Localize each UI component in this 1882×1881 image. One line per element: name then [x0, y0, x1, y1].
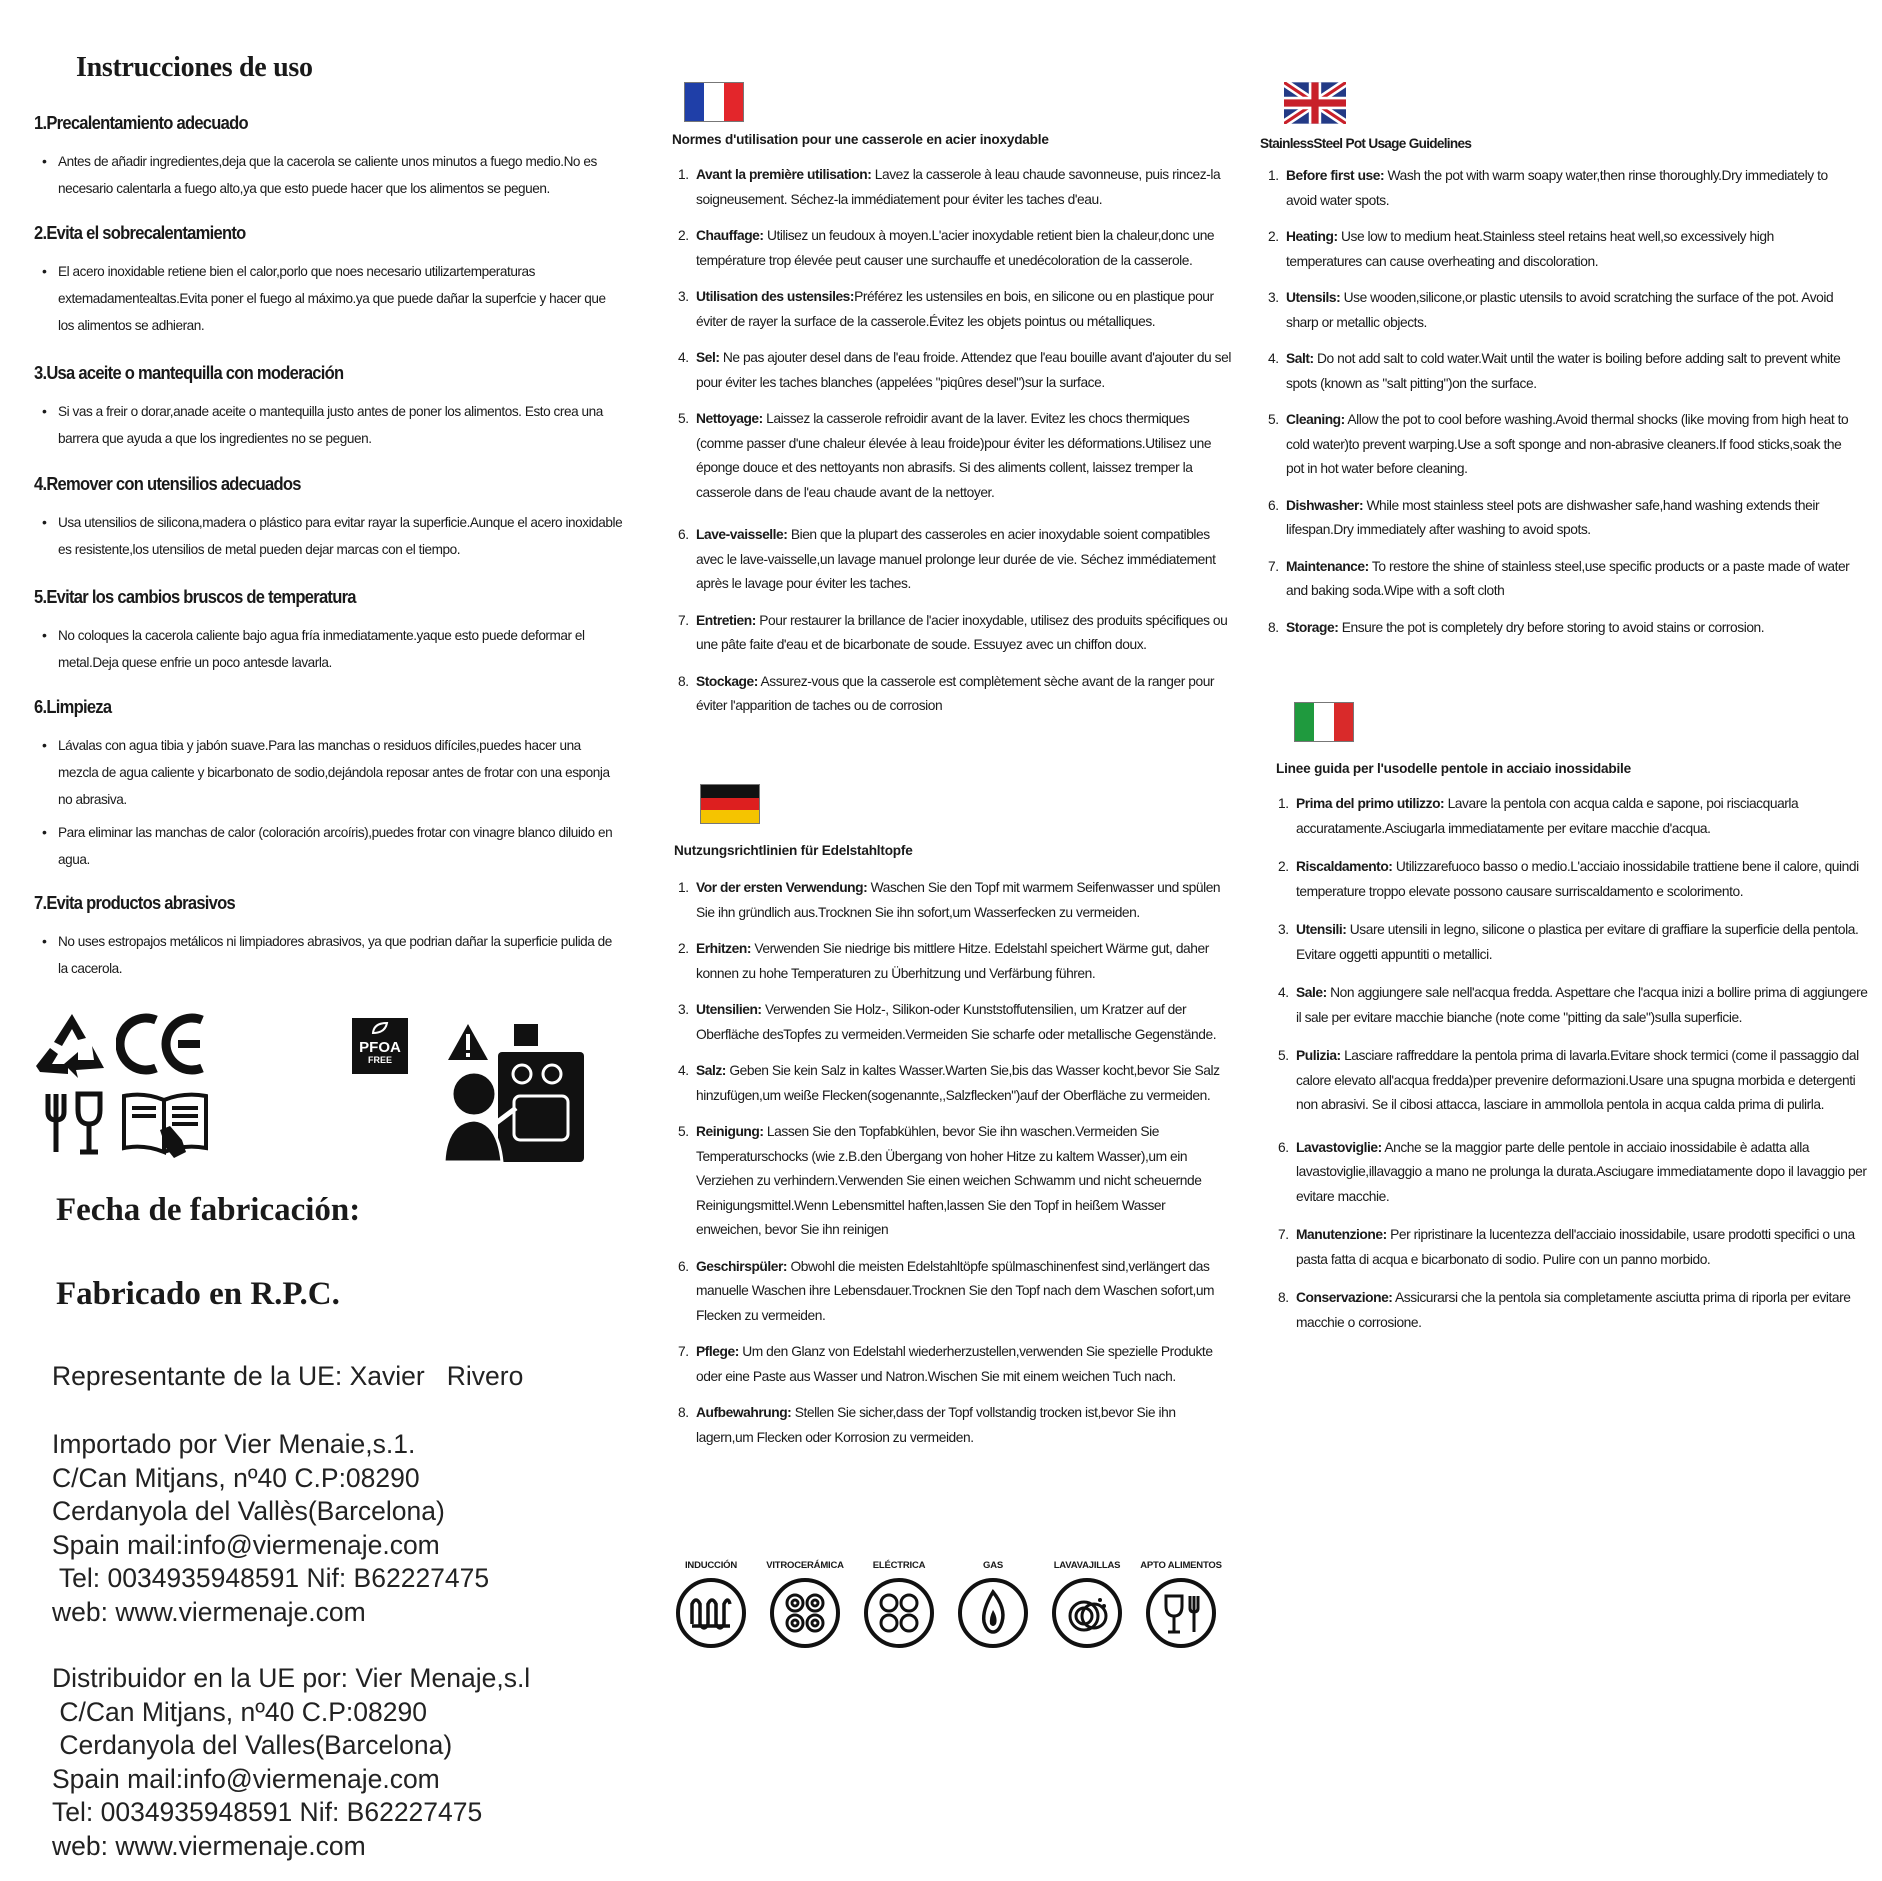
cooktop-label: INDUCCIÓN [684, 1560, 738, 1571]
es-section-heading: 4.Remover con utensilios adecuados [34, 474, 301, 494]
made-in-label: Fabricado en R.P.C. [56, 1276, 340, 1312]
list-item: 1. Prima del primo utilizzo: Lavare la pentola con acqua calda e sapone, poi risciacquarla accuratamente.Asciugarla immediatamente per evitare macchie d'acqua. [1278, 796, 1799, 836]
list-item: 8. Storage: Ensure the pot is completely dry before storing to avoid stains or corrosion. [1268, 619, 1765, 635]
list-item: 6. Geschirspüler: Obwohl die meisten Edelstahltöpfe spülmaschinenfest sind,verlängert das manuelle Waschen ihre Lebensdauer.Trocknen Sie den Topf nach dem Waschen sofort,um Flecken zu vermeiden. [678, 1258, 1215, 1323]
list-item: 6. Lavastoviglie: Anche se la maggior parte delle pentole in acciaio inossidabile è adatta alla lavastoviglie,illavaggio a mano ne prolunga la durata.Asciugare immediatamente dopo il lavaggio per evitare macchie. [1278, 1139, 1867, 1204]
es-bullet: • Antes de añadir ingredientes,deja que la cacerola se caliente unos minutos a fuego medio.No es necesario calentarla a fuego alto,ya que esto puede hacer que los alimentos se peguen. [34, 148, 624, 202]
list-item: 5. Cleaning: Allow the pot to cool before washing.Avoid thermal shocks (like moving from high heat to cold water)to prevent warping.Use a soft sponge and non-abrasive cleaners.If food sticks,soak the pot in hot water before cleaning. [1268, 412, 1849, 476]
read-manual-icon [120, 1090, 212, 1160]
english-list [1262, 164, 1852, 640]
flag-italy-icon [1294, 702, 1354, 742]
es-bullet: • El acero inoxidable retiene bien el calor,porlo que noes necesario utilizartemperaturas extemadamentealtas.Evita poner el fuego al máximo.ya que puede dañar la superfcie y hacer que los alimentos se adhieran. [34, 258, 624, 339]
list-item: 8. Aufbewahrung: Stellen Sie sicher,dass der Topf vollstandig trocken ist,bevor Sie ihn lagern,um Flecken oder Korrosion zu vermeiden. [678, 1405, 1176, 1445]
es-section-5 [34, 587, 624, 682]
list-item: 3. Utensils: Use wooden,silicone,or plastic utensils to avoid scratching the surface of the pot. Avoid sharp or metallic objects. [1268, 290, 1834, 330]
cooktop-icon-food-safe [1140, 1560, 1222, 1648]
list-item: 7. Entretien: Pour restaurer la brillance de l'acier inoxydable, utilisez des produits spécifiques ou une pâte faite d'eau et de bicarbonate de soude. Essuyez avec un chiffon doux. [678, 612, 1228, 652]
list-item: 4. Salt: Do not add salt to cold water.Wait until the water is boiling before adding salt to prevent white spots (known as "salt pitting")on the surface. [1268, 351, 1841, 391]
german-title: Nutzungsrichtlinien für Edelstahltopfe [674, 843, 913, 858]
gas-flame-icon [958, 1578, 1028, 1648]
list-item: 3. Utensili: Usare utensili in legno, silicone o plastica per evitare di graffiare la superficie della pentola. Evitare oggetti appuntiti o metallici. [1278, 922, 1859, 962]
es-bullet: • Si vas a freir o dorar,anade aceite o mantequilla justo antes de poner los alimentos. Esto crea una barrera que ayuda a que los ingredientes no se peguen. [34, 398, 624, 452]
list-item: 1. Before first use: Wash the pot with warm soapy water,then rinse thoroughly.Dry immediately to avoid water spots. [1268, 168, 1828, 208]
es-section-7 [34, 893, 624, 988]
list-item: 3. Utilisation des ustensiles:Préférez les ustensiles en bois, en silicone ou en plastique pour éviter de rayer la surface de la casserole.Évitez les objets pointus ou métalliques. [678, 289, 1214, 329]
list-item: 4. Sale: Non aggiungere sale nell'acqua fredda. Aspettare che l'acqua inizi a bollire prima di aggiungere il sale per evitare macchie bianche (note come "pitting da sale")sulla superficie. [1278, 985, 1868, 1025]
induction-icon [676, 1578, 746, 1648]
es-bullet: • No coloques la cacerola caliente bajo agua fría inmediatamente.yaque esto puede deformar el metal.Deja quese enfrie un poco antesde lavarla. [34, 622, 624, 676]
cooktop-icon-ceramic [764, 1560, 846, 1648]
food-safe-icon [1146, 1578, 1216, 1648]
es-section-4 [34, 474, 624, 569]
es-section-heading: 6.Limpieza [34, 697, 112, 717]
es-section-1 [34, 113, 624, 208]
list-item: 8. Conservazione: Assicurarsi che la pentola sia completamente asciutta prima di riporla per evitare macchie o corrosione. [1278, 1290, 1851, 1330]
child-safety-warning-icon [438, 1022, 584, 1164]
es-section-heading: 3.Usa aceite o mantequilla con moderación [34, 363, 344, 383]
leaf-icon [370, 1021, 390, 1035]
list-item: 8. Stockage: Assurez-vous que la casserole est complètement sèche avant de la ranger pour éviter l'apparition de taches ou de corrosion [678, 673, 1215, 713]
list-item: 6. Dishwasher: While most stainless steel pots are dishwasher safe,hand washing extends their lifespan.Dry immediately after washing to avoid spots. [1268, 497, 1820, 537]
pfoa-free-label: FREE [367, 1055, 392, 1065]
french-title: Normes d'utilisation pour une casserole en acier inoxydable [672, 132, 1049, 147]
list-item: 4. Sel: Ne pas ajouter desel dans de l'eau froide. Attendez que l'eau bouille avant d'ajouter du sel pour éviter les taches blanches (appelées "piqûres desel")sur la surface. [678, 350, 1231, 390]
cooktop-icon-gas [952, 1560, 1034, 1648]
list-item: 5. Nettoyage: Laissez la casserole refroidir avant de la laver. Evitez les chocs thermiques (comme passer d'une chaleur élevée à leau froide)pour éviter les déformations.Utilisez une éponge douce et des nettoyants non abrasifs. Si des aliments collent, laissez tremper la casserole dans de l'eau chaude avant de la nettoyer. [678, 411, 1212, 500]
es-bullet: • No uses estropajos metálicos ni limpiadores abrasivos, ya que podrian dañar la superficie pulida de la cacerola. [34, 928, 624, 982]
cooktop-icon-induction [670, 1560, 752, 1648]
es-section-heading: 5.Evitar los cambios bruscos de temperatura [34, 587, 356, 607]
dishwasher-icon [1052, 1578, 1122, 1648]
list-item: 7. Maintenance: To restore the shine of stainless steel,use specific products or a paste made of water and baking soda.Wipe with a soft cloth [1268, 558, 1850, 598]
es-bullet: • Para eliminar las manchas de calor (coloración arcoíris),puedes frotar con vinagre blanco diluido en agua. [34, 819, 624, 873]
flag-uk-icon [1284, 82, 1346, 124]
es-bullet: • Lávalas con agua tibia y jabón suave.Para las manchas o residuos difíciles,puedes hacer una mezcla de agua caliente y bicarbonato de sodio,dejándola reposar antes de frotar con una esponja no abrasiva. [34, 732, 624, 813]
es-section-heading: 2.Evita el sobrecalentamiento [34, 223, 246, 243]
italian-title: Linee guida per l'usodelle pentole in acciaio inossidabile [1276, 761, 1631, 776]
english-title: StainlessSteel Pot Usage Guidelines [1260, 136, 1472, 151]
cooktop-icon-dishwasher [1046, 1560, 1128, 1648]
list-item: 5. Pulizia: Lasciare raffreddare la pentola prima di lavarla.Evitare shock termici (come il passaggio dal calore elevato all'acqua fredda)per prevenire deformazioni.Usare una spugna morbida e detergenti non abrasivi. Se il cibosi attacca, lasciare in ammollola pentola in acqua calda prima di pulirla. [1278, 1048, 1859, 1112]
food-contact-icon [42, 1090, 106, 1156]
es-section-heading: 1.Precalentamiento adecuado [34, 113, 248, 133]
importer-info: Importado por Vier Menaie,s.1. C/Can Mitjans, nº40 C.P:08290 Cerdanyola del Vallès(Barcelona) Spain mail:info@viermenaje.com Tel: 0034935948591 Nif: B62227475 web: www.viermenaje.com [52, 1429, 490, 1627]
list-item: 2. Riscaldamento: Utilizzarefuoco basso o medio.L'acciaio inossidabile trattiene bene il calore, quindi temperature troppo elevate possono causare surriscaldamento e scolorimento. [1278, 859, 1859, 899]
recycle-icon [34, 1010, 110, 1080]
pfoa-label: PFOA [359, 1039, 401, 1056]
list-item: 4. Salz: Geben Sie kein Salz in kaltes Wasser.Warten Sie,bis das Wasser kocht,bevor Sie Salz hinzufügen,um weiße Flecken(sogenannte,,Salzflecken")auf der Oberfläche zu vermeiden. [678, 1063, 1220, 1103]
ce-mark-icon [116, 1012, 208, 1076]
es-section-heading: 7.Evita productos abrasivos [34, 893, 236, 913]
cooktop-label: ELÉCTRICA [872, 1560, 926, 1571]
es-section-6 [34, 697, 624, 879]
ceramic-hob-icon [770, 1578, 840, 1648]
italian-list [1272, 792, 1868, 1335]
cooktop-label: APTO ALIMENTOS [1140, 1560, 1222, 1571]
cooktop-label: GAS [983, 1560, 1003, 1571]
es-section-3 [34, 363, 624, 458]
distributor-info: Distribuidor en la UE por: Vier Menaje,s.l C/Can Mitjans, nº40 C.P:08290 Cerdanyola del Valles(Barcelona) Spain mail:info@viermenaje.com Tel: 0034935948591 Nif: B62227475 web: www.viermenaje.com [52, 1663, 531, 1861]
cooktop-label: VITROCERÁMICA [766, 1560, 844, 1571]
list-item: 5. Reinigung: Lassen Sie den Topfabkühlen, bevor Sie ihn waschen.Vermeiden Sie Temperaturschocks (wie z.B.den Übergang von hoher Hitze zu kaltem Wasser),um ein Verziehen zu verhindern.Verwenden Sie einen weichen Schwamm und nicht scheuernde Reinigungsmittel.Wenn Lebensmittel haften,lassen Sie den Topf in heißem Wasser enweichen, bevor Sie ihn reinigen [678, 1124, 1202, 1237]
flag-france-icon [684, 82, 744, 122]
list-item: 7. Pflege: Um den Glanz von Edelstahl wiederherzustellen,verwenden Sie spezielle Produkte oder eine Paste aus Wasser und Natron.Wischen Sie mit einem weichen Tuch nach. [678, 1344, 1213, 1384]
list-item: 2. Chauffage: Utilisez un feudoux à moyen.L'acier inoxydable retient bien la chaleur,donc une température trop élevée peut causer une surchauffe et unedécoloration de la casserole. [678, 228, 1215, 268]
spanish-title: Instrucciones de uso [76, 52, 313, 83]
list-item: 3. Utensilien: Verwenden Sie Holz-, Silikon-oder Kunststoffutensilien, um Kratzer auf der Oberfläche desTopfes zu vermeiden.Vermeiden Sie scharfe oder metallische Gegenstände. [678, 1002, 1217, 1042]
cooktop-icon-electric [858, 1560, 940, 1648]
list-item: 2. Heating: Use low to medium heat.Stainless steel retains heat well,so excessively high temperatures can cause overheating and discoloration. [1268, 229, 1774, 269]
list-item: 6. Lave-vaisselle: Bien que la plupart des casseroles en acier inoxydable soient compatibles avec le lave-vaisselle,un lavage manuel prolonge leur durée de vie. Séchez immédiatement après le lavage pour éviter les taches. [678, 527, 1216, 591]
french-list [672, 163, 1232, 719]
list-item: 2. Erhitzen: Verwenden Sie niedrige bis mittlere Hitze. Edelstahl speichert Wärme gut, daher konnen zu hohe Temperaturen zu Überhitzung und Verfärbung führen. [678, 941, 1209, 981]
es-bullet: • Usa utensilios de silicona,madera o plástico para evitar rayar la superficie.Aunque el acero inoxidable es resistente,los utensilios de metal pueden dejar marcas con el tiempo. [34, 509, 624, 563]
eu-representative: Representante de la UE: Xavier Rivero [52, 1361, 524, 1391]
cooktop-label: LAVAVAJILLAS [1053, 1560, 1121, 1571]
list-item: 1. Avant la première utilisation: Lavez la casserole à leau chaude savonneuse, puis rincez-la soigneusement. Séchez-la immédiatement pour éviter les taches d'eau. [678, 167, 1221, 207]
flag-germany-icon [700, 784, 760, 824]
es-section-2 [34, 223, 624, 345]
pfoa-free-badge [352, 1018, 408, 1074]
electric-hob-icon [864, 1578, 934, 1648]
manufacture-date-label: Fecha de fabricación: [56, 1192, 361, 1228]
list-item: 1. Vor der ersten Verwendung: Waschen Sie den Topf mit warmem Seifenwasser und spülen Sie ihn gründlich aus.Trocknen Sie ihn sofort,um Wasserfecken zu vermeiden. [678, 880, 1221, 920]
list-item: 7. Manutenzione: Per ripristinare la lucentezza dell'acciaio inossidabile, usare prodotti specifici o una pasta fatta di acqua e bicarbonato di sodio. Pulire con un panno morbido. [1278, 1227, 1855, 1267]
german-list [672, 876, 1232, 1450]
